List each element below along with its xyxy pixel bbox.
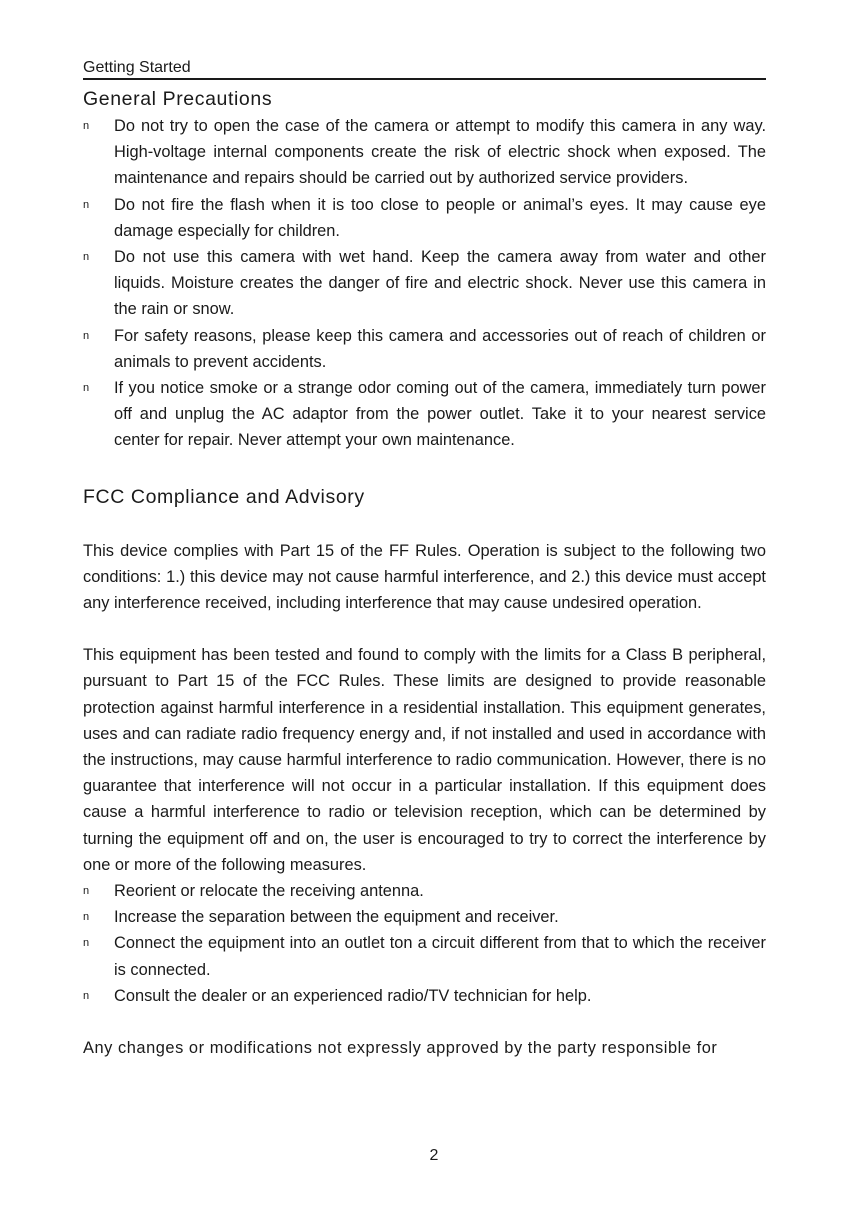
- measure-text: Reorient or relocate the receiving antenna.: [114, 882, 424, 901]
- precaution-item: [83, 192, 766, 244]
- precautions-list: [83, 113, 766, 454]
- measure-text: Increase the separation between the equipment and receiver.: [114, 908, 559, 927]
- bullet-icon: n: [83, 120, 90, 132]
- fcc-paragraph-1: This device complies with Part 15 of the FF Rules. Operation is subject to the following two conditions: 1.) this device may not cause harmful interference, and 2.) this device must accept any interference received, including interference that may cause undesired operation.: [83, 541, 766, 613]
- precaution-text: Do not use this camera with wet hand. Keep the camera away from water and other liquids. Moisture creates the danger of fire and electric shock. Never use this camera in the rain or snow.: [114, 248, 766, 319]
- measures-list: [83, 878, 766, 1009]
- precaution-text: If you notice smoke or a strange odor coming out of the camera, immediately turn power off and unplug the AC adaptor from the power outlet. Take it to your nearest service center for repair. Never attempt your own maintenance.: [114, 379, 766, 450]
- measure-item: [83, 930, 766, 982]
- fcc-paragraph-3: Any changes or modifications not expressly approved by the party responsible for: [83, 1039, 718, 1058]
- bullet-icon: n: [83, 251, 90, 264]
- bullet-icon: n: [83, 911, 90, 924]
- page-number: 2: [429, 1147, 439, 1164]
- precaution-item: [83, 323, 766, 375]
- measure-item: [83, 904, 766, 930]
- section-title-fcc-compliance: FCC Compliance and Advisory: [83, 485, 365, 508]
- measure-item: [83, 878, 766, 904]
- bullet-icon: n: [83, 329, 90, 342]
- document-page: [83, 58, 766, 1061]
- measure-item: [83, 983, 766, 1009]
- bullet-icon: n: [83, 937, 90, 950]
- bullet-icon: n: [83, 198, 90, 211]
- precaution-text: Do not try to open the case of the camera or attempt to modify this camera in any way. High-voltage internal components create the risk of electric shock when exposed. The maintenance and repairs should be carried out by authorized service providers.: [114, 117, 766, 188]
- precaution-item: [83, 375, 766, 454]
- precaution-text: Do not fire the flash when it is too close to people or animal’s eyes. It may cause eye damage especially for children.: [114, 195, 766, 240]
- bullet-icon: n: [83, 382, 90, 395]
- bullet-icon: n: [83, 885, 90, 898]
- running-head: Getting Started: [83, 59, 191, 76]
- precaution-text: For safety reasons, please keep this camera and accessories out of reach of children or animals to prevent accidents.: [114, 326, 766, 371]
- section-title-general-precautions: General Precautions: [83, 88, 273, 110]
- precaution-item: [83, 113, 766, 192]
- measure-text: Connect the equipment into an outlet ton a circuit different from that to which the receiver is connected.: [114, 934, 766, 979]
- fcc-paragraph-2: This equipment has been tested and found to comply with the limits for a Class B peripheral, pursuant to Part 15 of the FCC Rules. These limits are designed to provide reasonable protection against harmful interference in a residential installation. This equipment generates, uses and can radiate radio frequency energy and, if not installed and used in accordance with the instructions, may cause harmful interference to radio communication. However, there is no guarantee that interference will not occur in a particular installation. If this equipment does cause a harmful interference to radio or television reception, which can be determined by turning the equipment off and on, the user is encouraged to try to correct the interference by one or more of the following measures.: [83, 646, 766, 874]
- measure-text: Consult the dealer or an experienced radio/TV technician for help.: [114, 986, 592, 1005]
- header-rule: [83, 78, 766, 80]
- precaution-item: [83, 244, 766, 323]
- bullet-icon: n: [83, 989, 90, 1002]
